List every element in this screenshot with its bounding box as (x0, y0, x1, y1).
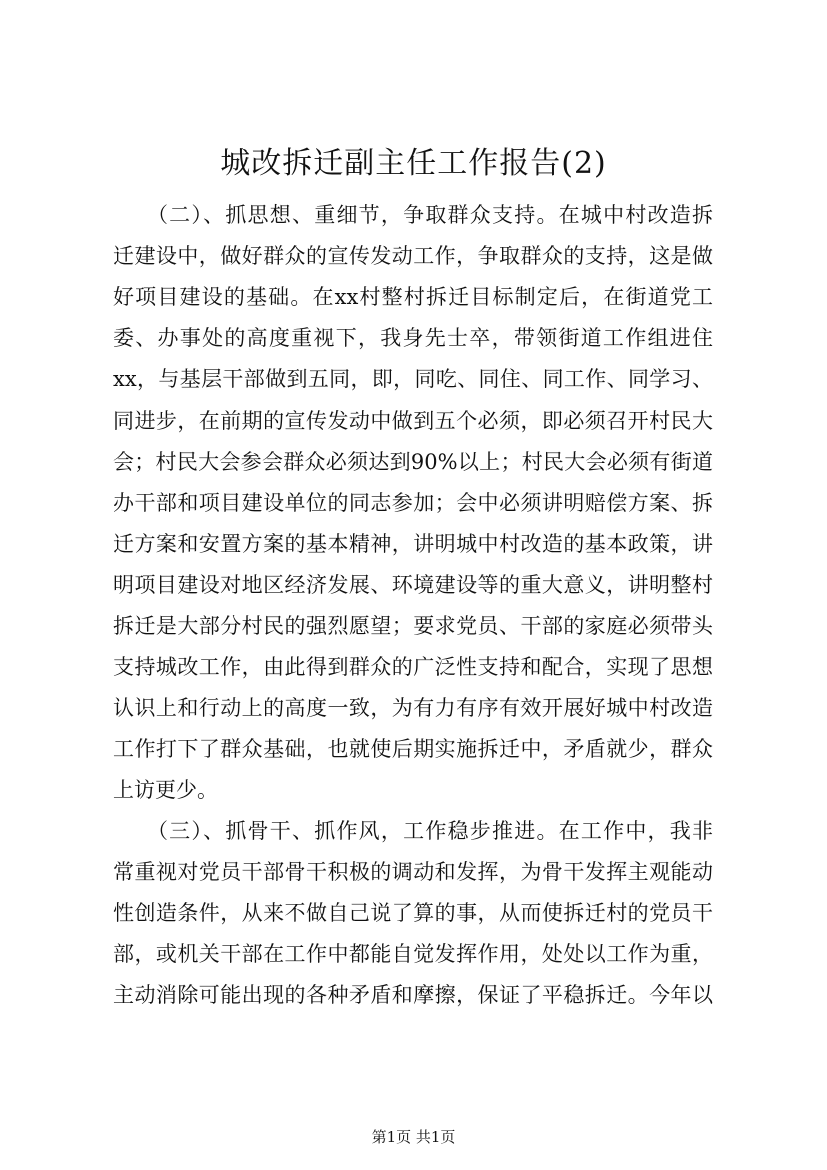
body-line: 迁建设中，做好群众的宣传发动工作，争取群众的支持，这是做 (113, 244, 713, 268)
body-line: 迁方案和安置方案的基本精神，讲明城中村改造的基本政策，讲 (113, 532, 713, 556)
body-line: （二）、抓思想、重细节，争取群众支持。在城中村改造拆 (113, 203, 713, 227)
body-line: （三）、抓骨干、抓作风，工作稳步推进。在工作中，我非 (113, 819, 713, 843)
body-line: xx，与基层干部做到五同，即，同吃、同住、同工作、同学习、 (113, 367, 713, 391)
body-line: 明项目建设对地区经济发展、环境建设等的重大意义，讲明整村 (113, 573, 713, 597)
body-line: 支持城改工作，由此得到群众的广泛性支持和配合，实现了思想 (113, 655, 713, 679)
body-line: 工作打下了群众基础，也就使后期实施拆迁中，矛盾就少，群众 (113, 737, 713, 761)
body-line: 常重视对党员干部骨干积极的调动和发挥，为骨干发挥主观能动 (113, 860, 713, 884)
body-line: 会；村民大会参会群众必须达到90%以上；村民大会必须有街道 (113, 450, 713, 474)
body-line: 办干部和项目建设单位的同志参加；会中必须讲明赔偿方案、拆 (113, 491, 713, 515)
body-line: 拆迁是大部分村民的强烈愿望；要求党员、干部的家庭必须带头 (113, 614, 713, 638)
body-line: 上访更少。 (113, 778, 218, 802)
page-footer: 第1页 共1页 (371, 1128, 456, 1146)
document-title: 城改拆迁副主任工作报告(2) (220, 146, 607, 181)
body-line: 同进步，在前期的宣传发动中做到五个必须，即必须召开村民大 (113, 409, 713, 433)
body-line: 部，或机关干部在工作中都能自觉发挥作用，处处以工作为重， (113, 942, 713, 966)
body-line: 好项目建设的基础。在xx村整村拆迁目标制定后，在街道党工 (113, 285, 713, 309)
body-line: 认识上和行动上的高度一致，为有力有序有效开展好城中村改造 (113, 696, 713, 720)
body-line: 主动消除可能出现的各种矛盾和摩擦，保证了平稳拆迁。今年以 (113, 983, 713, 1007)
body-line: 性创造条件，从来不做自己说了算的事，从而使拆迁村的党员干 (113, 901, 713, 925)
body-line: 委、办事处的高度重视下，我身先士卒，带领街道工作组进住 (113, 326, 713, 350)
